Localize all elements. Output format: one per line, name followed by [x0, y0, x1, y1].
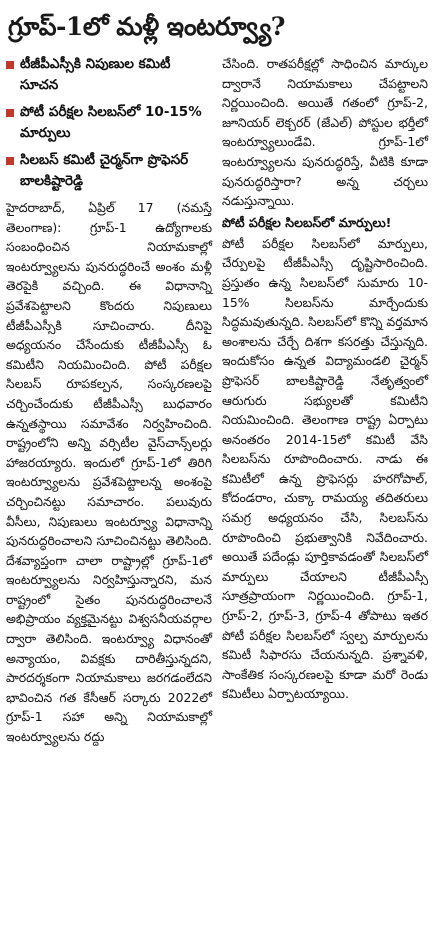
highlight-bullet [6, 102, 212, 144]
highlight-text: సిలబస్ కమిటీ చైర్మన్‌గా ప్రొఫెసర్ బాలకిష్టారెడ్డి [20, 152, 189, 189]
highlight-bullet [6, 150, 212, 192]
highlight-bullets [6, 54, 212, 192]
highlight-bullet [6, 54, 212, 96]
headline: గ్రూప్-1లో మళ్లీ ఇంటర్వ్యూ? [8, 12, 285, 41]
left-column [6, 54, 212, 747]
left-body-text: హైదరాబాద్, ఏప్రిల్ 17 (నమస్తే తెలంగాణ): గ్రూప్-1 ఉద్యోగాలకు సంబంధించిన నియామకాల్లో ఇంటర్వ్యూలను పునరుద్ధరించే అంశం మళ్లీ తెరపైకి వచ్చింది. ఈ విధానాన్ని ప్రవేశపెట్టాలని కొందరు నిపుణులు టీజీపీఎస్సీకి సూచించారు. దీనిపై అధ్యయనం చేసేందుకు టీజీపీఎస్సీ ఓ కమిటీని నియమించింది. పోటీ పరీక్షల సిలబస్ రూపకల్పన, సంస్కరణలపై చర్చించేందుకు టీజీపీఎస్సీ బుధవారం ఉన్నతస్థాయి సమావేశం నిర్వహించింది. రాష్ట్రంలోని అన్ని వర్సిటీల వైస్‌చాన్స్‌లర్లు హాజరయ్యారు. ఇందులో గ్రూప్-1లో తిరిగి ఇంటర్వ్యూలను ప్రవేశపెట్టాలన్న అంశంపై చర్చించినట్టు సమాచారం. పలువురు వీసీలు, నిపుణులు ఇంటర్వ్యూ విధానాన్ని పునరుద్ధరించాలని సూచించినట్టు తెలిసింది. దేశవ్యాప్తంగా చాలా రాష్ట్రాల్లో గ్రూప్-1లో ఇంటర్వ్యూలను నిర్వహిస్తున్నారని, మన రాష్ట్రంలో సైతం పునరుద్ధరించాలనే అభిప్రాయం వ్యక్తమైనట్టు విశ్వసనీయవర్గాల ద్వారా తెలిసింది. ఇంటర్వ్యూ విధానంతో అన్యాయం, వివక్షకు దారితీస్తున్నదని, పారదర్శకంగా నియామకాలు జరగడంలేదని భావించిన గత కేసీఆర్ సర్కారు 2022లో గ్రూప్-1 సహా అన్ని నియామకాల్లో ఇంటర్వ్యూలను రద్దు [6, 200, 212, 745]
highlight-text: టీజీపీఎస్సీకి నిపుణుల కమిటీ సూచన [20, 56, 171, 93]
square-bullet-icon [6, 109, 14, 117]
section-subheading: పోటీ పరీక్షల సిలబస్‌లో మార్పులు! [222, 214, 392, 230]
square-bullet-icon [6, 61, 14, 69]
highlight-text: పోటీ పరీక్షల సిలబస్‌లో 10-15% మార్పులు [20, 104, 202, 141]
article-columns [6, 54, 428, 747]
square-bullet-icon [6, 157, 14, 165]
right-body-text: చేసింది. రాతపరీక్షల్లో సాధించిన మార్కుల ద్వారానే నియామకాలు చేపట్టాలని నిర్ణయించింది. అయితే గతంలో గ్రూప్-2, జూనియర్ లెక్చరర్ (జేఎల్) పోస్టుల భర్తీలో ఇంటర్వ్యూలుండేవి. గ్రూప్-1లో ఇంటర్వ్యూలను పునరుద్ధరిస్తే, వీటికి కూడా పునరుద్ధరిస్తారా? అన్న చర్చలు నడుస్తున్నాయి. [222, 56, 428, 209]
right-body-text-continued: పోటీ పరీక్షల సిలబస్‌లో మార్పులు, చేర్పులపై టీజీపీఎస్సీ దృష్టిసారించింది. ప్రస్తుతం ఉన్న సిలబస్‌లో సుమారు 10-15% సిలబస్‌ను మార్చేందుకు సిద్ధమవుతున్నది. సిలబస్‌లో కొన్ని వర్తమాన అంశాలను చేర్చే దిశగా కసరత్తు చేస్తున్నది. ఇందుకోసం ఉన్నత విద్యామండలి చైర్మన్ ప్రొఫెసర్ బాలకిష్టారెడ్డి నేతృత్వంలో ఆరుగురు సభ్యులతో కమిటీని నియమించింది. తెలంగాణ రాష్ట్ర ఏర్పాటు అనంతరం 2014-15లో కమిటీ వేసి సిలబస్‌ను రూపొందించారు. నాడు ఈ కమిటీలో ఉన్న ప్రొఫెసర్లు హరగోపాల్, కోదండరాం, చుక్కా రామయ్య తదితరులు సమగ్ర అధ్యయనం చేసి, సిలబస్‌ను రూపొందించి ప్రభుత్వానికి నివేదించారు. అయితే పదేండ్లు పూర్తికావడంతో సిలబస్‌లో మార్పులు చేయాలని టీజీపీఎస్సీ సూత్రప్రాయంగా నిర్ణయించింది. గ్రూప్-1, గ్రూప్-2, గ్రూప్-3, గ్రూప్-4 తోపాటు ఇతర పోటీ పరీక్షల సిలబస్‌లో స్వల్ప మార్పులను కమిటీ సిఫారసు చేయనున్నది. ప్రశ్నావళి, సాంకేతిక సంస్కరణలపై కూడా మరో రెండు కమిటీలు ఏర్పాటయ్యాయి. [222, 235, 428, 702]
right-column [222, 54, 428, 747]
